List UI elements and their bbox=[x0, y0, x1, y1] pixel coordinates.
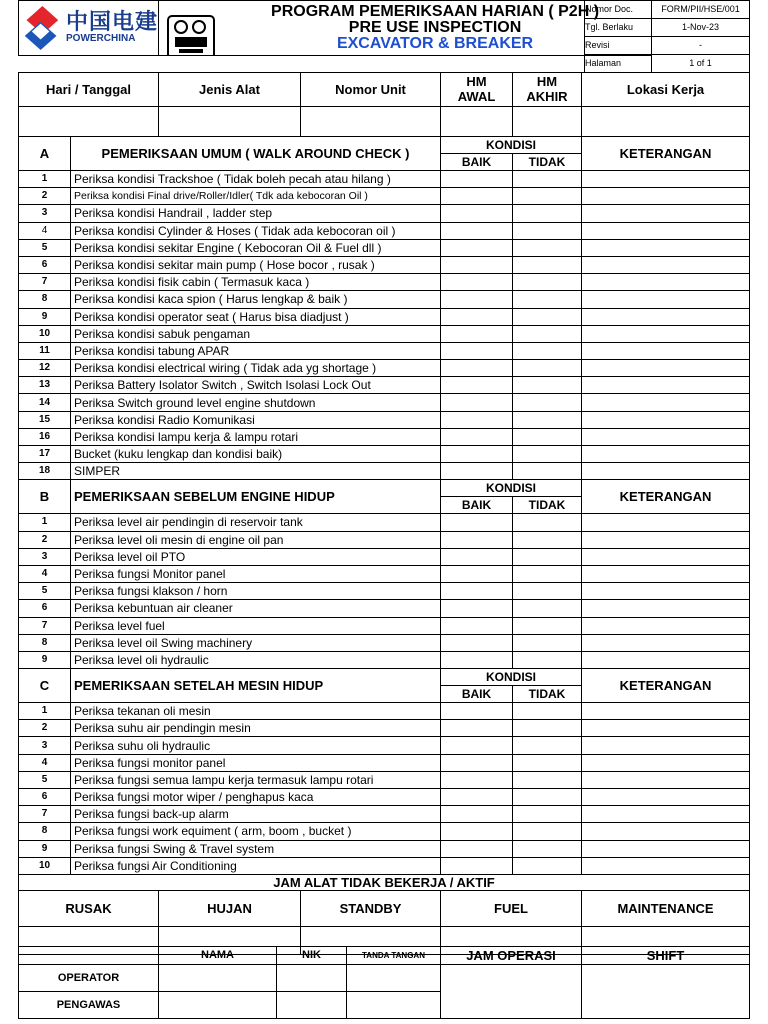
tidak-checkbox[interactable] bbox=[513, 565, 582, 582]
item-description: Periksa fungsi Air Conditioning bbox=[71, 857, 441, 874]
item-number: 15 bbox=[19, 411, 71, 428]
item-description: Periksa level oli mesin di engine oil pan bbox=[71, 531, 441, 548]
tidak-checkbox[interactable] bbox=[513, 291, 582, 308]
section-letter: A bbox=[19, 137, 71, 171]
checklist-row bbox=[19, 789, 750, 806]
hm-akhir-field[interactable] bbox=[513, 107, 582, 137]
keterangan-header: KETERANGAN bbox=[582, 669, 750, 703]
baik-checkbox[interactable] bbox=[441, 222, 513, 239]
keterangan-field[interactable] bbox=[582, 634, 750, 651]
tidak-checkbox[interactable] bbox=[513, 239, 582, 256]
meta-value: 1 of 1 bbox=[652, 55, 750, 73]
baik-header: BAIK bbox=[441, 154, 513, 171]
baik-checkbox[interactable] bbox=[441, 806, 513, 823]
item-description: Periksa kondisi electrical wiring ( Tidak ada yg shortage ) bbox=[71, 360, 441, 377]
baik-checkbox[interactable] bbox=[441, 617, 513, 634]
jam-operasi-header: JAM OPERASI bbox=[441, 947, 582, 965]
item-description: Bucket (kuku lengkap dan kondisi baik) bbox=[71, 446, 441, 463]
item-description: Periksa level air pendingin di reservoir tank bbox=[71, 514, 441, 531]
keterangan-field[interactable] bbox=[582, 222, 750, 239]
item-description: Periksa fungsi work equiment ( arm, boom , bucket ) bbox=[71, 823, 441, 840]
baik-checkbox[interactable] bbox=[441, 274, 513, 291]
keterangan-field[interactable] bbox=[582, 463, 750, 480]
tidak-checkbox[interactable] bbox=[513, 703, 582, 720]
keterangan-field[interactable] bbox=[582, 308, 750, 325]
tidak-checkbox[interactable] bbox=[513, 222, 582, 239]
keterangan-field[interactable] bbox=[582, 600, 750, 617]
item-description: Periksa fungsi back-up alarm bbox=[71, 806, 441, 823]
baik-checkbox[interactable] bbox=[441, 377, 513, 394]
meta-label: Nomor Doc. bbox=[585, 1, 652, 19]
checklist-row bbox=[19, 514, 750, 531]
keterangan-field[interactable] bbox=[582, 703, 750, 720]
keterangan-field[interactable] bbox=[582, 205, 750, 222]
item-number: 9 bbox=[19, 308, 71, 325]
item-description: Periksa kondisi sabuk pengaman bbox=[71, 325, 441, 342]
keterangan-header: KETERANGAN bbox=[582, 137, 750, 171]
signoff-table bbox=[18, 946, 750, 1019]
item-description: Periksa suhu air pendingin mesin bbox=[71, 720, 441, 737]
tanda-tangan-header: TANDA TANGAN bbox=[347, 947, 441, 965]
keterangan-field[interactable] bbox=[582, 548, 750, 565]
equipment-title: EXCAVATOR & BREAKER bbox=[336, 35, 534, 52]
nama-header: NAMA bbox=[159, 947, 277, 965]
item-description: Periksa Switch ground level engine shutdown bbox=[71, 394, 441, 411]
baik-checkbox[interactable] bbox=[441, 308, 513, 325]
shift-field[interactable] bbox=[582, 965, 750, 1019]
item-description: Periksa fungsi motor wiper / penghapus kaca bbox=[71, 789, 441, 806]
item-description: Periksa Battery Isolator Switch , Switch Isolasi Lock Out bbox=[71, 377, 441, 394]
tidak-checkbox[interactable] bbox=[513, 806, 582, 823]
checklist-row bbox=[19, 411, 750, 428]
keterangan-field[interactable] bbox=[582, 239, 750, 256]
meta-value: 1-Nov-23 bbox=[652, 19, 750, 37]
item-number: 13 bbox=[19, 377, 71, 394]
checklist-row bbox=[19, 360, 750, 377]
title-area bbox=[159, 1, 652, 56]
item-number: 1 bbox=[19, 514, 71, 531]
tidak-checkbox[interactable] bbox=[513, 600, 582, 617]
checklist-row bbox=[19, 823, 750, 840]
keterangan-field[interactable] bbox=[582, 651, 750, 668]
tidak-checkbox[interactable] bbox=[513, 325, 582, 342]
keterangan-field[interactable] bbox=[582, 754, 750, 771]
tidak-checkbox[interactable] bbox=[513, 171, 582, 188]
section-title: PEMERIKSAAN SEBELUM ENGINE HIDUP bbox=[71, 480, 441, 514]
tidak-checkbox[interactable] bbox=[513, 394, 582, 411]
tidak-checkbox[interactable] bbox=[513, 428, 582, 445]
idle-col-maintenance: MAINTENANCE bbox=[582, 890, 750, 926]
form-subtitle: PRE USE INSPECTION bbox=[348, 19, 522, 36]
baik-checkbox[interactable] bbox=[441, 720, 513, 737]
tidak-checkbox[interactable] bbox=[513, 840, 582, 857]
item-number: 4 bbox=[19, 222, 71, 239]
hm-awal-header bbox=[441, 73, 513, 107]
checklist-row bbox=[19, 583, 750, 600]
checklist-row bbox=[19, 634, 750, 651]
meta-label: Halaman bbox=[585, 55, 652, 73]
keterangan-field[interactable] bbox=[582, 171, 750, 188]
baik-checkbox[interactable] bbox=[441, 789, 513, 806]
document-meta bbox=[584, 0, 750, 73]
tidak-checkbox[interactable] bbox=[513, 274, 582, 291]
jenis-alat-header: Jenis Alat bbox=[159, 73, 301, 107]
pengawas-label: PENGAWAS bbox=[19, 992, 159, 1019]
baik-checkbox[interactable] bbox=[441, 703, 513, 720]
excavator-icon bbox=[167, 15, 215, 56]
tidak-checkbox[interactable] bbox=[513, 342, 582, 359]
baik-header: BAIK bbox=[441, 686, 513, 703]
checklist-row bbox=[19, 325, 750, 342]
baik-checkbox[interactable] bbox=[441, 600, 513, 617]
keterangan-field[interactable] bbox=[582, 531, 750, 548]
checklist-row bbox=[19, 377, 750, 394]
keterangan-field[interactable] bbox=[582, 806, 750, 823]
main-table bbox=[18, 72, 750, 955]
tidak-header: TIDAK bbox=[513, 154, 582, 171]
meta-value: FORM/PII/HSE/001 bbox=[652, 1, 750, 19]
brand-chinese: 中国电建 bbox=[66, 9, 159, 34]
form-title: PROGRAM PEMERIKSAAN HARIAN ( P2H ) bbox=[271, 3, 600, 20]
baik-checkbox[interactable] bbox=[441, 446, 513, 463]
keterangan-field[interactable] bbox=[582, 428, 750, 445]
item-number: 7 bbox=[19, 806, 71, 823]
item-number: 1 bbox=[19, 703, 71, 720]
tidak-checkbox[interactable] bbox=[513, 360, 582, 377]
item-number: 8 bbox=[19, 634, 71, 651]
item-description: Periksa kondisi Cylinder & Hoses ( Tidak ada kebocoran oil ) bbox=[71, 222, 441, 239]
hm-awal-field[interactable] bbox=[441, 107, 513, 137]
item-description: Periksa fungsi Swing & Travel system bbox=[71, 840, 441, 857]
section-title: PEMERIKSAAN SETELAH MESIN HIDUP bbox=[71, 669, 441, 703]
idle-col-rusak: RUSAK bbox=[19, 890, 159, 926]
item-number: 6 bbox=[19, 256, 71, 273]
baik-checkbox[interactable] bbox=[441, 634, 513, 651]
baik-checkbox[interactable] bbox=[441, 463, 513, 480]
tidak-checkbox[interactable] bbox=[513, 446, 582, 463]
hm-awal-line2: AWAL bbox=[457, 88, 496, 104]
tidak-checkbox[interactable] bbox=[513, 737, 582, 754]
kondisi-header: KONDISI bbox=[441, 480, 582, 497]
hm-awal-line1: HM bbox=[466, 74, 487, 90]
checklist-row bbox=[19, 531, 750, 548]
idle-title: JAM ALAT TIDAK BEKERJA / AKTIF bbox=[19, 874, 750, 890]
operator-signature-field[interactable] bbox=[347, 965, 441, 992]
checklist-row bbox=[19, 394, 750, 411]
checklist-row bbox=[19, 840, 750, 857]
keterangan-field[interactable] bbox=[582, 188, 750, 205]
baik-checkbox[interactable] bbox=[441, 754, 513, 771]
keterangan-field[interactable] bbox=[582, 840, 750, 857]
item-description: Periksa kondisi operator seat ( Harus bisa diadjust ) bbox=[71, 308, 441, 325]
pengawas-nama-field[interactable] bbox=[159, 992, 277, 1019]
operator-label: OPERATOR bbox=[19, 965, 159, 992]
item-number: 3 bbox=[19, 548, 71, 565]
hari-tanggal-header: Hari / Tanggal bbox=[19, 73, 159, 107]
tidak-checkbox[interactable] bbox=[513, 754, 582, 771]
checklist-row bbox=[19, 428, 750, 445]
checklist-row bbox=[19, 239, 750, 256]
idle-col-standby: STANDBY bbox=[301, 890, 441, 926]
baik-checkbox[interactable] bbox=[441, 239, 513, 256]
item-description: SIMPER bbox=[71, 463, 441, 480]
item-description: Periksa kondisi Radio Komunikasi bbox=[71, 411, 441, 428]
kondisi-header: KONDISI bbox=[441, 669, 582, 686]
item-number: 2 bbox=[19, 720, 71, 737]
baik-checkbox[interactable] bbox=[441, 171, 513, 188]
item-number: 3 bbox=[19, 205, 71, 222]
item-number: 2 bbox=[19, 531, 71, 548]
baik-checkbox[interactable] bbox=[441, 737, 513, 754]
baik-checkbox[interactable] bbox=[441, 531, 513, 548]
item-description: Periksa level oil Swing machinery bbox=[71, 634, 441, 651]
keterangan-field[interactable] bbox=[582, 342, 750, 359]
checklist-row bbox=[19, 188, 750, 205]
tidak-header: TIDAK bbox=[513, 497, 582, 514]
baik-checkbox[interactable] bbox=[441, 548, 513, 565]
keterangan-field[interactable] bbox=[582, 325, 750, 342]
item-description: Periksa level oli hydraulic bbox=[71, 651, 441, 668]
tidak-checkbox[interactable] bbox=[513, 617, 582, 634]
baik-checkbox[interactable] bbox=[441, 428, 513, 445]
tidak-checkbox[interactable] bbox=[513, 651, 582, 668]
meta-value: - bbox=[652, 37, 750, 55]
meta-label: Revisi bbox=[585, 37, 652, 55]
meta-label: Tgl. Berlaku bbox=[585, 19, 652, 37]
keterangan-field[interactable] bbox=[582, 394, 750, 411]
baik-checkbox[interactable] bbox=[441, 514, 513, 531]
baik-checkbox[interactable] bbox=[441, 325, 513, 342]
keterangan-field[interactable] bbox=[582, 274, 750, 291]
item-description: Periksa kondisi sekitar Engine ( Kebocoran Oil & Fuel dll ) bbox=[71, 239, 441, 256]
checklist-row bbox=[19, 703, 750, 720]
baik-checkbox[interactable] bbox=[441, 256, 513, 273]
keterangan-field[interactable] bbox=[582, 771, 750, 788]
item-number: 9 bbox=[19, 651, 71, 668]
tidak-checkbox[interactable] bbox=[513, 634, 582, 651]
item-description: Periksa kebuntuan air cleaner bbox=[71, 600, 441, 617]
tidak-checkbox[interactable] bbox=[513, 548, 582, 565]
item-number: 8 bbox=[19, 291, 71, 308]
nomor-unit-header: Nomor Unit bbox=[301, 73, 441, 107]
keterangan-field[interactable] bbox=[582, 583, 750, 600]
tidak-checkbox[interactable] bbox=[513, 411, 582, 428]
item-description: Periksa kondisi Handrail , ladder step bbox=[71, 205, 441, 222]
jam-operasi-field[interactable] bbox=[441, 965, 582, 1019]
checklist-row bbox=[19, 256, 750, 273]
checklist-row bbox=[19, 600, 750, 617]
item-number: 6 bbox=[19, 789, 71, 806]
item-description: Periksa kondisi Final drive/Roller/Idler( Tdk ada kebocoran Oil ) bbox=[71, 188, 441, 205]
item-number: 18 bbox=[19, 463, 71, 480]
item-number: 4 bbox=[19, 754, 71, 771]
checklist-row bbox=[19, 205, 750, 222]
baik-checkbox[interactable] bbox=[441, 188, 513, 205]
keterangan-field[interactable] bbox=[582, 514, 750, 531]
keterangan-header: KETERANGAN bbox=[582, 480, 750, 514]
tidak-checkbox[interactable] bbox=[513, 720, 582, 737]
item-description: Periksa fungsi klakson / horn bbox=[71, 583, 441, 600]
baik-checkbox[interactable] bbox=[441, 823, 513, 840]
item-description: Periksa level oil PTO bbox=[71, 548, 441, 565]
idle-col-fuel: FUEL bbox=[441, 890, 582, 926]
checklist-row bbox=[19, 857, 750, 874]
baik-checkbox[interactable] bbox=[441, 342, 513, 359]
operator-nik-field[interactable] bbox=[277, 965, 347, 992]
checklist-row bbox=[19, 720, 750, 737]
idle-col-hujan: HUJAN bbox=[159, 890, 301, 926]
hm-akhir-line2: AKHIR bbox=[526, 88, 568, 104]
tidak-checkbox[interactable] bbox=[513, 256, 582, 273]
item-description: Periksa suhu oli hydraulic bbox=[71, 737, 441, 754]
powerchina-logo-icon bbox=[23, 1, 60, 55]
lokasi-kerja-field[interactable] bbox=[582, 107, 750, 137]
nomor-unit-field[interactable] bbox=[301, 107, 441, 137]
checklist-row bbox=[19, 617, 750, 634]
item-description: Periksa fungsi monitor panel bbox=[71, 754, 441, 771]
item-description: Periksa kondisi kaca spion ( Harus lengkap & baik ) bbox=[71, 291, 441, 308]
keterangan-field[interactable] bbox=[582, 291, 750, 308]
baik-checkbox[interactable] bbox=[441, 651, 513, 668]
item-number: 16 bbox=[19, 428, 71, 445]
item-number: 5 bbox=[19, 583, 71, 600]
tidak-checkbox[interactable] bbox=[513, 463, 582, 480]
tidak-checkbox[interactable] bbox=[513, 789, 582, 806]
jenis-alat-field[interactable] bbox=[159, 107, 301, 137]
item-description: Periksa tekanan oli mesin bbox=[71, 703, 441, 720]
pengawas-signature-field[interactable] bbox=[347, 992, 441, 1019]
checklist-row bbox=[19, 737, 750, 754]
item-number: 7 bbox=[19, 617, 71, 634]
keterangan-field[interactable] bbox=[582, 720, 750, 737]
baik-checkbox[interactable] bbox=[441, 291, 513, 308]
checklist-row bbox=[19, 548, 750, 565]
keterangan-field[interactable] bbox=[582, 857, 750, 874]
keterangan-field[interactable] bbox=[582, 823, 750, 840]
item-description: Periksa kondisi Trackshoe ( Tidak boleh pecah atau hilang ) bbox=[71, 171, 441, 188]
item-number: 11 bbox=[19, 342, 71, 359]
tidak-checkbox[interactable] bbox=[513, 188, 582, 205]
brand-english: POWERCHINA bbox=[66, 33, 136, 44]
item-number: 14 bbox=[19, 394, 71, 411]
checklist-row bbox=[19, 651, 750, 668]
section-title: PEMERIKSAAN UMUM ( WALK AROUND CHECK ) bbox=[71, 137, 441, 171]
item-number: 7 bbox=[19, 274, 71, 291]
tidak-checkbox[interactable] bbox=[513, 823, 582, 840]
item-description: Periksa kondisi fisik cabin ( Termasuk kaca ) bbox=[71, 274, 441, 291]
tidak-checkbox[interactable] bbox=[513, 205, 582, 222]
item-number: 10 bbox=[19, 325, 71, 342]
tidak-checkbox[interactable] bbox=[513, 308, 582, 325]
item-number: 1 bbox=[19, 171, 71, 188]
item-number: 4 bbox=[19, 565, 71, 582]
keterangan-field[interactable] bbox=[582, 565, 750, 582]
item-description: Periksa fungsi semua lampu kerja termasuk lampu rotari bbox=[71, 771, 441, 788]
section-letter: B bbox=[19, 480, 71, 514]
item-number: 6 bbox=[19, 600, 71, 617]
signoff-blank bbox=[19, 947, 159, 965]
checklist-row bbox=[19, 754, 750, 771]
baik-header: BAIK bbox=[441, 497, 513, 514]
keterangan-field[interactable] bbox=[582, 737, 750, 754]
item-number: 2 bbox=[19, 188, 71, 205]
tidak-checkbox[interactable] bbox=[513, 531, 582, 548]
tidak-checkbox[interactable] bbox=[513, 377, 582, 394]
checklist-row bbox=[19, 291, 750, 308]
section-letter: C bbox=[19, 669, 71, 703]
tidak-header: TIDAK bbox=[513, 686, 582, 703]
checklist-row bbox=[19, 463, 750, 480]
item-description: Periksa kondisi tabung APAR bbox=[71, 342, 441, 359]
item-description: Periksa kondisi sekitar main pump ( Hose bocor , rusak ) bbox=[71, 256, 441, 273]
checklist-row bbox=[19, 274, 750, 291]
tidak-checkbox[interactable] bbox=[513, 857, 582, 874]
tidak-checkbox[interactable] bbox=[513, 771, 582, 788]
checklist-row bbox=[19, 308, 750, 325]
baik-checkbox[interactable] bbox=[441, 411, 513, 428]
hari-tanggal-field[interactable] bbox=[19, 107, 159, 137]
item-description: Periksa kondisi lampu kerja & lampu rotari bbox=[71, 428, 441, 445]
item-number: 8 bbox=[19, 823, 71, 840]
item-number: 10 bbox=[19, 857, 71, 874]
item-number: 5 bbox=[19, 239, 71, 256]
item-number: 3 bbox=[19, 737, 71, 754]
baik-checkbox[interactable] bbox=[441, 565, 513, 582]
item-number: 5 bbox=[19, 771, 71, 788]
baik-checkbox[interactable] bbox=[441, 205, 513, 222]
keterangan-field[interactable] bbox=[582, 617, 750, 634]
keterangan-field[interactable] bbox=[582, 446, 750, 463]
keterangan-field[interactable] bbox=[582, 411, 750, 428]
baik-checkbox[interactable] bbox=[441, 394, 513, 411]
logo-area bbox=[19, 1, 159, 56]
checklist-row bbox=[19, 565, 750, 582]
nik-header: NIK bbox=[277, 947, 347, 965]
baik-checkbox[interactable] bbox=[441, 360, 513, 377]
operator-nama-field[interactable] bbox=[159, 965, 277, 992]
hm-akhir-line1: HM bbox=[536, 74, 558, 90]
checklist-row bbox=[19, 771, 750, 788]
tidak-checkbox[interactable] bbox=[513, 583, 582, 600]
checklist-row bbox=[19, 222, 750, 239]
checklist-row bbox=[19, 342, 750, 359]
baik-checkbox[interactable] bbox=[441, 583, 513, 600]
checklist-row bbox=[19, 171, 750, 188]
keterangan-field[interactable] bbox=[582, 256, 750, 273]
keterangan-field[interactable] bbox=[582, 377, 750, 394]
item-number: 12 bbox=[19, 360, 71, 377]
kondisi-header: KONDISI bbox=[441, 137, 582, 154]
item-description: Periksa level fuel bbox=[71, 617, 441, 634]
baik-checkbox[interactable] bbox=[441, 771, 513, 788]
baik-checkbox[interactable] bbox=[441, 840, 513, 857]
tidak-checkbox[interactable] bbox=[513, 514, 582, 531]
item-description: Periksa fungsi Monitor panel bbox=[71, 565, 441, 582]
item-number: 17 bbox=[19, 446, 71, 463]
lokasi-kerja-header: Lokasi Kerja bbox=[582, 73, 750, 107]
keterangan-field[interactable] bbox=[582, 789, 750, 806]
shift-header: SHIFT bbox=[582, 947, 750, 965]
baik-checkbox[interactable] bbox=[441, 857, 513, 874]
pengawas-nik-field[interactable] bbox=[277, 992, 347, 1019]
item-number: 9 bbox=[19, 840, 71, 857]
checklist-row bbox=[19, 446, 750, 463]
hm-akhir-header bbox=[513, 73, 582, 107]
checklist-row bbox=[19, 806, 750, 823]
keterangan-field[interactable] bbox=[582, 360, 750, 377]
